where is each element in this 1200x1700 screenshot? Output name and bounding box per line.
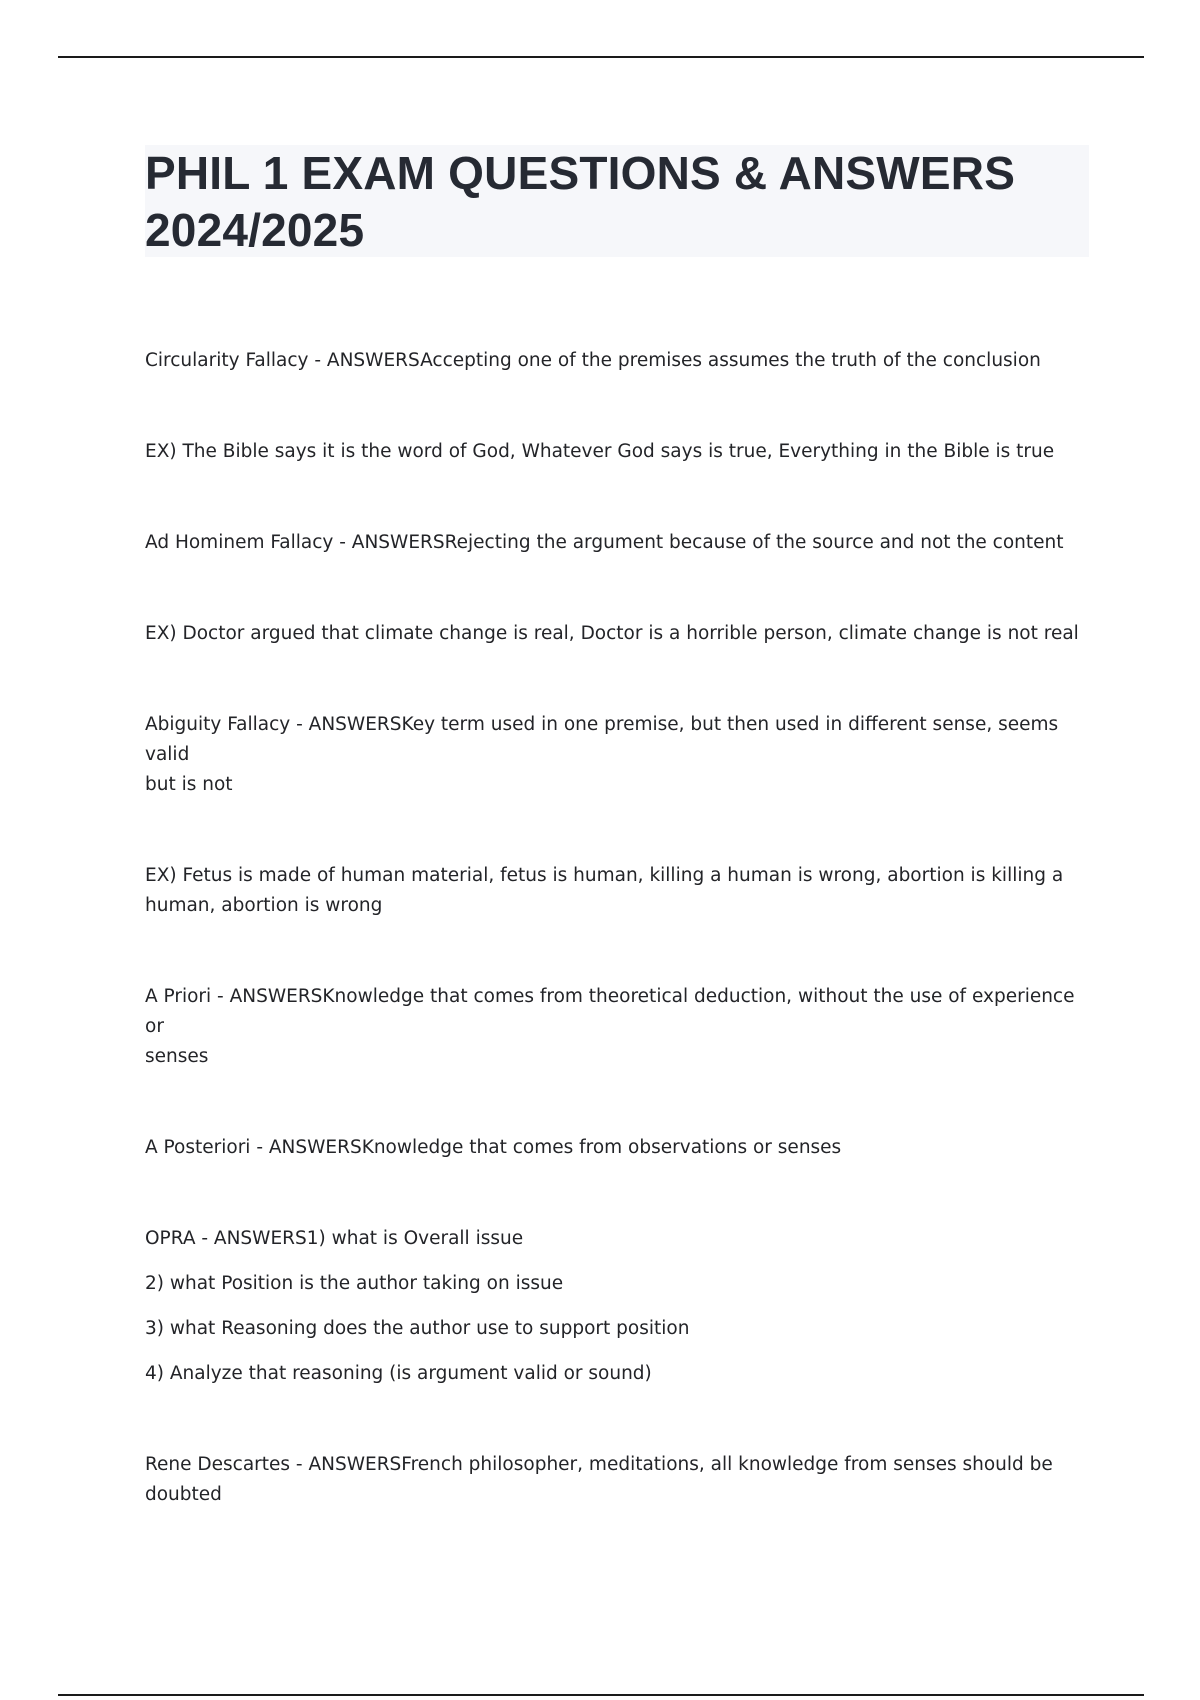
entry-opra-step-3: 3) what Reasoning does the author use to support position (145, 1318, 690, 1339)
bottom-rule (58, 1694, 1144, 1696)
entry-a-posteriori: A Posteriori - ANSWERSKnowledge that comes from observations or senses (145, 1137, 842, 1158)
entry-opra-step-4: 4) Analyze that reasoning (is argument valid or sound) (145, 1363, 652, 1384)
entry-line: but is not (145, 774, 233, 795)
entry-ambiguity-example (145, 861, 1085, 921)
title-line-2: 2024/2025 (145, 204, 365, 256)
entry-ad-hominem-fallacy: Ad Hominem Fallacy - ANSWERSRejecting the argument because of the source and not the content (145, 532, 1064, 553)
entry-ambiguity-fallacy (145, 710, 1085, 800)
entry-circularity-fallacy: Circularity Fallacy - ANSWERSAccepting one of the premises assumes the truth of the conclusion (145, 350, 1041, 371)
title-block (145, 145, 1089, 257)
page-title (145, 145, 1089, 259)
title-line-1: PHIL 1 EXAM QUESTIONS & ANSWERS (145, 147, 1016, 199)
entry-line: human, abortion is wrong (145, 895, 383, 916)
entry-rene-descartes (145, 1450, 1085, 1510)
entry-ad-hominem-example: EX) Doctor argued that climate change is real, Doctor is a horrible person, climate change is not real (145, 623, 1079, 644)
entry-line: doubted (145, 1484, 222, 1505)
entry-line: senses (145, 1046, 209, 1067)
entry-line: Rene Descartes - ANSWERSFrench philosopher, meditations, all knowledge from senses should be (145, 1454, 1053, 1475)
entry-line: EX) Fetus is made of human material, fetus is human, killing a human is wrong, abortion is killing a (145, 865, 1064, 886)
entry-line: Abiguity Fallacy - ANSWERSKey term used in one premise, but then used in different sense, seems valid (145, 714, 1059, 765)
entry-opra: OPRA - ANSWERS1) what is Overall issue (145, 1228, 524, 1249)
qa-list (145, 346, 1085, 1510)
top-rule (58, 56, 1144, 58)
entry-opra-step-2: 2) what Position is the author taking on issue (145, 1273, 564, 1294)
entry-a-priori (145, 982, 1085, 1072)
entry-line: A Priori - ANSWERSKnowledge that comes from theoretical deduction, without the use of experience or (145, 986, 1075, 1037)
entry-circularity-example: EX) The Bible says it is the word of God, Whatever God says is true, Everything in the Bible is true (145, 441, 1055, 462)
